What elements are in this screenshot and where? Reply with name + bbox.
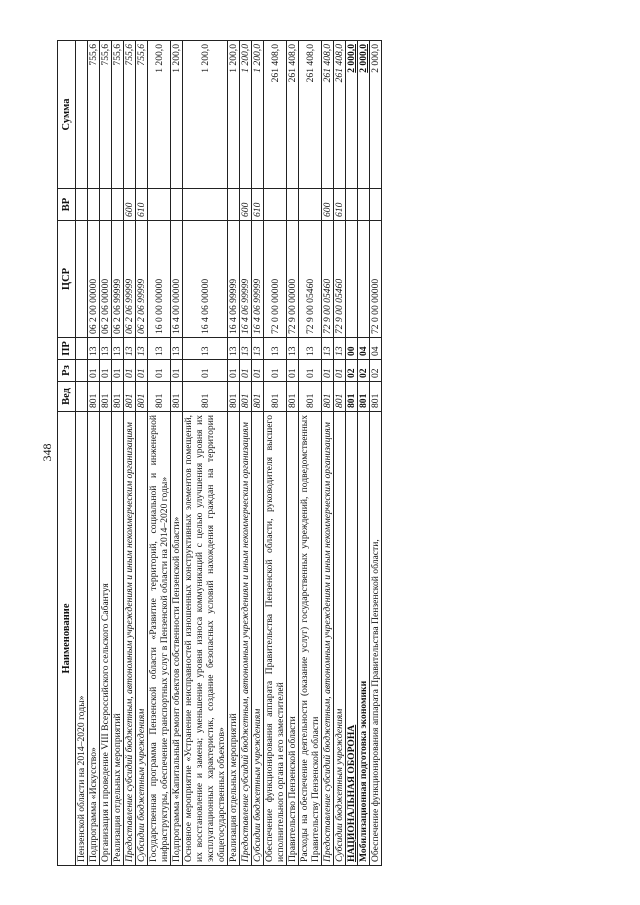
cell-rz: 02: [358, 360, 370, 382]
cell-csr: 16 4 06 99999: [240, 221, 252, 338]
cell-name: Предоставление субсидий бюджетным, автономным учреждениям и иным некоммерческим организациям: [322, 412, 334, 866]
cell-sum: 1 200,0: [183, 41, 228, 189]
table-row: [183, 41, 228, 866]
cell-csr: 72 9 00 05460: [299, 221, 322, 338]
cell-rz: 01: [171, 360, 183, 382]
cell-vr: 600: [240, 189, 252, 221]
cell-vr: 610: [334, 189, 346, 221]
cell-pr: 13: [124, 338, 136, 360]
table-row: [112, 41, 124, 866]
cell-vr: [112, 189, 124, 221]
cell-sum: 1 200,0: [228, 41, 240, 189]
table-row: [148, 41, 171, 866]
cell-rz: 01: [88, 360, 100, 382]
header-name: Наименование: [58, 412, 76, 866]
cell-vr: 610: [136, 189, 148, 221]
cell-vr: [183, 189, 228, 221]
cell-name: Реализация отдельных мероприятий: [112, 412, 124, 866]
cell-pr: 00: [346, 338, 358, 360]
cell-csr: 72 9 00 05460: [334, 221, 346, 338]
cell-rz: 01: [100, 360, 112, 382]
cell-rz: 01: [124, 360, 136, 382]
cell-name: Пензенской области на 2014–2020 годы»: [76, 412, 88, 866]
cell-ved: 801: [148, 382, 171, 412]
table-row: [76, 41, 88, 866]
cell-rz: 01: [299, 360, 322, 382]
cell-vr: 600: [124, 189, 136, 221]
table-row: [228, 41, 240, 866]
header-rz: Рз: [58, 360, 76, 382]
cell-rz: 01: [228, 360, 240, 382]
cell-name: Предоставление субсидий бюджетным, автономным учреждениям и иным некоммерческим организациям: [124, 412, 136, 866]
cell-rz: 01: [183, 360, 228, 382]
cell-ved: 801: [240, 382, 252, 412]
cell-csr: 16 4 06 99999: [228, 221, 240, 338]
cell-name: Мобилизационная подготовка экономики: [358, 412, 370, 866]
header-row: [58, 41, 76, 866]
table-row: [299, 41, 322, 866]
page-number: 348: [40, 443, 54, 462]
cell-rz: 01: [136, 360, 148, 382]
cell-name: Расходы на обеспечение деятельности (оказание услуг) государственных учреждений, подведомственных Правительству Пензенской области: [299, 412, 322, 866]
cell-csr: 06 2 06 99999: [136, 221, 148, 338]
cell-sum: 755,6: [100, 41, 112, 189]
table-row: [88, 41, 100, 866]
cell-csr: 16 4 06 99999: [252, 221, 264, 338]
table-row: [322, 41, 334, 866]
cell-vr: [76, 189, 88, 221]
cell-rz: 01: [148, 360, 171, 382]
cell-pr: 13: [252, 338, 264, 360]
cell-csr: [358, 221, 370, 338]
cell-vr: 610: [252, 189, 264, 221]
cell-csr: [76, 221, 88, 338]
cell-ved: 801: [370, 382, 382, 412]
cell-sum: 261 408,0: [322, 41, 334, 189]
cell-csr: [346, 221, 358, 338]
table-row: [334, 41, 346, 866]
cell-ved: 801: [88, 382, 100, 412]
cell-pr: 13: [148, 338, 171, 360]
cell-rz: 02: [370, 360, 382, 382]
header-ved: Вед: [58, 382, 76, 412]
cell-sum: 755,6: [112, 41, 124, 189]
cell-rz: 01: [264, 360, 287, 382]
cell-vr: [264, 189, 287, 221]
cell-pr: 13: [112, 338, 124, 360]
cell-sum: 2 000,0: [370, 41, 382, 189]
table-row: [171, 41, 183, 866]
cell-vr: [346, 189, 358, 221]
cell-vr: [171, 189, 183, 221]
table-row: [264, 41, 287, 866]
cell-csr: 16 4 06 00000: [183, 221, 228, 338]
table-row: [358, 41, 370, 866]
cell-rz: 01: [322, 360, 334, 382]
cell-vr: [88, 189, 100, 221]
table-row: [252, 41, 264, 866]
table-row: [100, 41, 112, 866]
cell-ved: 801: [322, 382, 334, 412]
table-row: [240, 41, 252, 866]
cell-name: Правительство Пензенской области: [287, 412, 299, 866]
cell-name: Государственная программа Пензенской области «Развитие территорий, социальной и инженерной инфраструктуры, обеспечение транспортных услуг в Пензенской области на 2014–2020 годы»: [148, 412, 171, 866]
cell-ved: [76, 382, 88, 412]
cell-ved: 801: [346, 382, 358, 412]
table-row: [346, 41, 358, 866]
cell-sum: 2 000,0: [358, 41, 370, 189]
cell-ved: 801: [112, 382, 124, 412]
cell-ved: 801: [264, 382, 287, 412]
rotated-table-container: [57, 41, 619, 866]
cell-vr: [287, 189, 299, 221]
cell-ved: 801: [299, 382, 322, 412]
cell-rz: 01: [240, 360, 252, 382]
cell-csr: 06 2 06 99999: [124, 221, 136, 338]
cell-sum: 1 200,0: [171, 41, 183, 189]
cell-pr: 13: [228, 338, 240, 360]
cell-vr: 600: [322, 189, 334, 221]
cell-name: Основное мероприятие «Устранение неисправностей изношенных конструктивных элементов помещений, их восстановление и замена; уменьшение уровня износа коммуникаций с целью улучшения уровня их эксплуатационных характеристик, создание безопасных условий нахождения граждан на территории общегосударственных объектов»: [183, 412, 228, 866]
cell-sum: 1 200,0: [148, 41, 171, 189]
cell-rz: 01: [287, 360, 299, 382]
cell-sum: 1 200,0: [240, 41, 252, 189]
cell-name: Реализация отдельных мероприятий: [228, 412, 240, 866]
cell-name: Субсидии бюджетным учреждениям: [136, 412, 148, 866]
cell-csr: 06 2 06 00000: [100, 221, 112, 338]
cell-rz: 02: [346, 360, 358, 382]
cell-pr: [76, 338, 88, 360]
table-row: [124, 41, 136, 866]
cell-name: Обеспечение функционирования аппарата Правительства Пензенской области, руководителя высшего исполнительного органа и его заместителей: [264, 412, 287, 866]
cell-csr: 72 0 00 00000: [264, 221, 287, 338]
budget-table: [57, 40, 382, 866]
cell-csr: 16 4 00 00000: [171, 221, 183, 338]
cell-pr: 13: [334, 338, 346, 360]
cell-vr: [299, 189, 322, 221]
cell-csr: 16 0 00 00000: [148, 221, 171, 338]
cell-pr: 13: [136, 338, 148, 360]
cell-csr: 72 9 00 05460: [322, 221, 334, 338]
cell-ved: 801: [358, 382, 370, 412]
cell-name: НАЦИОНАЛЬНАЯ ОБОРОНА: [346, 412, 358, 866]
cell-ved: 801: [100, 382, 112, 412]
cell-pr: 13: [240, 338, 252, 360]
cell-sum: 2 000,0: [346, 41, 358, 189]
cell-ved: 801: [124, 382, 136, 412]
header-pr: ПР: [58, 338, 76, 360]
cell-pr: 13: [287, 338, 299, 360]
cell-name: Предоставление субсидий бюджетным, автономным учреждениям и иным некоммерческим организациям: [240, 412, 252, 866]
cell-csr: 72 0 00 00000: [370, 221, 382, 338]
cell-vr: [100, 189, 112, 221]
cell-sum: 261 408,0: [299, 41, 322, 189]
cell-pr: 13: [171, 338, 183, 360]
cell-name: Субсидии бюджетным учреждениям: [334, 412, 346, 866]
table-row: [136, 41, 148, 866]
cell-pr: 04: [370, 338, 382, 360]
cell-ved: 801: [183, 382, 228, 412]
cell-ved: 801: [136, 382, 148, 412]
cell-vr: [148, 189, 171, 221]
cell-name: Обеспечение функционирования аппарата Правительства Пензенской области,: [370, 412, 382, 866]
cell-rz: 01: [112, 360, 124, 382]
cell-name: Организация и проведение VIII Всероссийского сельского Сабантуя: [100, 412, 112, 866]
header-sum: Сумма: [58, 41, 76, 189]
cell-ved: 801: [334, 382, 346, 412]
cell-sum: [76, 41, 88, 189]
cell-name: Подпрограмма «Искусство»: [88, 412, 100, 866]
cell-sum: 1 200,0: [252, 41, 264, 189]
cell-rz: 01: [252, 360, 264, 382]
cell-rz: 01: [334, 360, 346, 382]
header-vr: ВР: [58, 189, 76, 221]
cell-sum: 261 408,0: [264, 41, 287, 189]
cell-name: Подпрограмма «Капитальный ремонт объектов собственности Пензенской области»: [171, 412, 183, 866]
table-row: [370, 41, 382, 866]
cell-ved: 801: [252, 382, 264, 412]
cell-pr: 13: [264, 338, 287, 360]
cell-vr: [370, 189, 382, 221]
cell-pr: 13: [88, 338, 100, 360]
cell-vr: [358, 189, 370, 221]
cell-ved: 801: [171, 382, 183, 412]
cell-ved: 801: [228, 382, 240, 412]
cell-name: Субсидии бюджетным учреждениям: [252, 412, 264, 866]
cell-csr: 06 2 06 99999: [112, 221, 124, 338]
cell-csr: 06 2 00 00000: [88, 221, 100, 338]
cell-ved: 801: [287, 382, 299, 412]
table-row: [287, 41, 299, 866]
header-csr: ЦСР: [58, 221, 76, 338]
cell-pr: 13: [183, 338, 228, 360]
cell-sum: 261 408,0: [334, 41, 346, 189]
cell-pr: 04: [358, 338, 370, 360]
cell-sum: 755,6: [124, 41, 136, 189]
cell-sum: 261 408,0: [287, 41, 299, 189]
cell-vr: [228, 189, 240, 221]
cell-csr: 72 9 00 00000: [287, 221, 299, 338]
cell-pr: 13: [322, 338, 334, 360]
cell-sum: 755,6: [136, 41, 148, 189]
cell-pr: 13: [299, 338, 322, 360]
cell-sum: 755,6: [88, 41, 100, 189]
cell-rz: [76, 360, 88, 382]
cell-pr: 13: [100, 338, 112, 360]
